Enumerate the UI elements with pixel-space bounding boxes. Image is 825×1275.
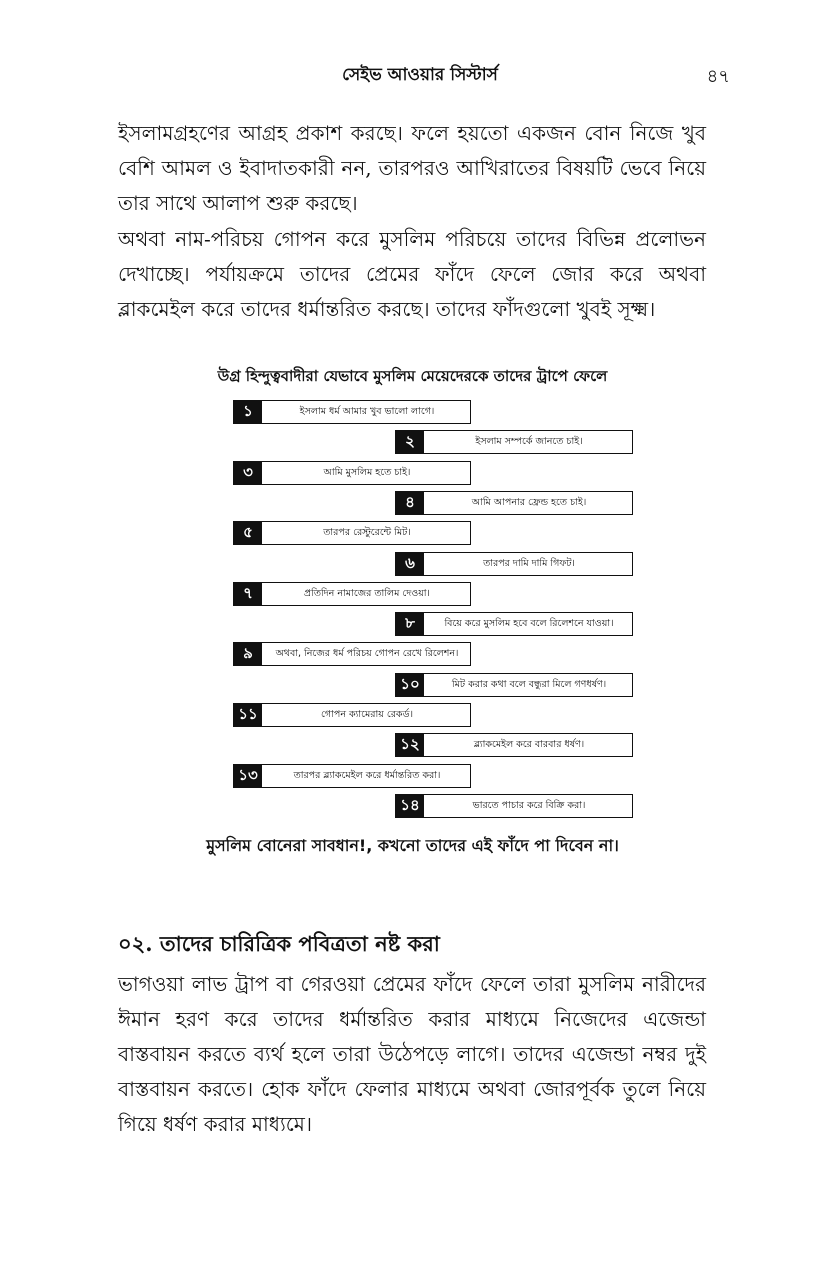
step-text: ইসলাম ধর্ম আমার খুব ভালো লাগে।: [299, 405, 435, 417]
page-number: ৪৭: [706, 66, 730, 87]
step-number: ১৪: [396, 795, 424, 817]
step-text: আমি মুসলিম হতে চাই।: [323, 466, 411, 478]
step-number: ৩: [234, 462, 262, 484]
step-box-8: [395, 612, 633, 636]
paragraph-2: অথবা নাম-পরিচয় গোপন করে মুসলিম পরিচয়ে তাদের বিভিন্ন প্রলোভন দেখাচ্ছে। পর্যায়ক্রমে তাদের প্রেমের ফাঁদে ফেলে জোর করে অথবা ব্লাকমেইল করে তাদের ধর্মান্তরিত করছে। তাদের ফাঁদগুলো খুবই সূক্ষ্ম।: [118, 227, 706, 321]
step-text: তারপর দামি দামি গিফট।: [483, 557, 575, 569]
step-box-4: [395, 491, 633, 515]
step-number: ১: [234, 401, 262, 423]
step-text: অথবা, নিজের ধর্ম পরিচয় গোপন রেখে রিলেশন।: [275, 647, 459, 659]
step-number: ১১: [234, 704, 262, 726]
step-box-3: [233, 461, 471, 485]
step-box-11: [233, 703, 471, 727]
step-number: ৪: [396, 492, 424, 514]
step-box-2: [395, 430, 633, 454]
step-text: আমি আপনার ফ্রেন্ড হতে চাই।: [471, 496, 587, 508]
step-number: ৫: [234, 522, 262, 544]
step-number: ৯: [234, 643, 262, 665]
step-text: ব্ল্যাকমেইল করে বারবার ধর্ষণ।: [473, 738, 585, 750]
running-header: [0, 62, 825, 92]
step-box-9: [233, 642, 471, 666]
step-text: গোপন ক্যামেরায় রেকর্ড।: [321, 708, 413, 720]
paragraph-1: ইসলামগ্রহণের আগ্রহ প্রকাশ করছে। ফলে হয়তো একজন বোন নিজে খুব বেশি আমল ও ইবাদাতকারী নন, তারপরও আখিরাতের বিষয়টি ভেবে নিয়ে তার সাথে আলাপ শুরু করছে।: [118, 121, 706, 215]
step-number: ৭: [234, 583, 262, 605]
step-number: ৮: [396, 613, 424, 635]
step-text: বিয়ে করে মুসলিম হবে বলে রিলেশনে যাওয়া।: [444, 617, 614, 629]
section-heading: ০২. তাদের চারিত্রিক পবিত্রতা নষ্ট করা: [118, 931, 440, 956]
step-box-1: [233, 400, 471, 424]
step-box-7: [233, 582, 471, 606]
step-box-6: [395, 552, 633, 576]
header-title: সেইভ আওয়ার সিস্টার্স: [342, 65, 498, 85]
section-paragraph: ভাগওয়া লাভ ট্রাপ বা গেরওয়া প্রেমের ফাঁদে ফেলে তারা মুসলিম নারীদের ঈমান হরণ করে তাদের ধর্মান্তরিত করার মাধ্যমে নিজেদের এজেন্ডা বাস্তবায়ন করতে ব্যর্থ হলে তারা উঠেপড়ে লাগে। তাদের এজেন্ডা নম্বর দুই বাস্তবায়ন করতে। হোক ফাঁদে ফেলার মাধ্যমে অথবা জোরপূর্বক তুলে নিয়ে গিয়ে ধর্ষণ করার মাধ্যমে।: [118, 972, 706, 1136]
step-box-12: [395, 733, 633, 757]
step-number: ১৩: [234, 765, 262, 787]
step-text: তারপর রেস্টুরেন্টে মিট।: [323, 526, 411, 538]
step-number: ২: [396, 431, 424, 453]
figure-caption: মুসলিম বোনেরা সাবধান!, কখনো তাদের এই ফাঁদে পা দিবেন না।: [206, 836, 619, 855]
step-number: ৬: [396, 553, 424, 575]
step-number: ১২: [396, 734, 424, 756]
step-text: প্রতিদিন নামাজের তালিম দেওয়া।: [304, 587, 430, 599]
step-box-14: [395, 794, 633, 818]
step-text: তারপর ব্ল্যাকমেইল করে ধর্মান্তরিত করা।: [293, 769, 441, 781]
step-text: মিট করার কথা বলে বন্ধুরা মিলে গণধর্ষণ।: [451, 678, 607, 690]
step-box-5: [233, 521, 471, 545]
step-box-10: [395, 673, 633, 697]
step-number: ১০: [396, 674, 424, 696]
step-text: ইসলাম সম্পর্কে জানতে চাই।: [475, 435, 583, 447]
step-text: ভারতে পাচার করে বিক্রি করা।: [472, 799, 586, 811]
figure-title: উগ্র হিন্দুত্ববাদীরা যেভাবে মুসলিম মেয়েদেরকে তাদের ট্রাপে ফেলে: [217, 367, 608, 385]
step-box-13: [233, 764, 471, 788]
